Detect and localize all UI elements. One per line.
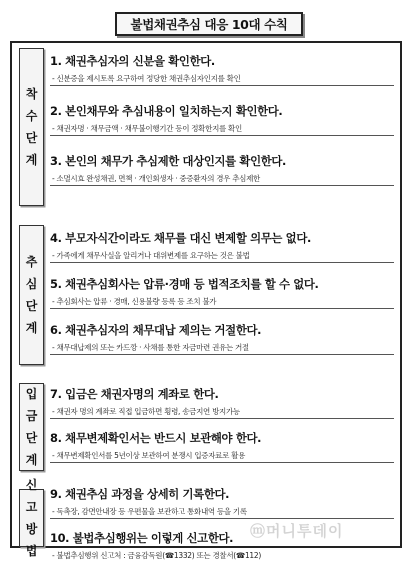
publisher-watermark: ⓜ머니투데이: [250, 522, 344, 540]
rule-list: [50, 487, 396, 560]
rule-item: [50, 229, 396, 263]
rule-heading: 6. 채권추심자의 채무대납 제의는 거절한다.: [50, 323, 262, 337]
section-collection: [12, 225, 400, 365]
rule-item: [50, 529, 396, 561]
rule-heading: 3. 본인의 채무가 추심제한 대상인지를 확인한다.: [50, 154, 287, 168]
rule-heading: 10. 불법추심행위는 이렇게 신고한다.: [50, 531, 234, 545]
stage-char: 계: [25, 153, 38, 167]
rule-item: [50, 485, 396, 519]
rule-note: - 불법추심행위 신고처 : 금융감독원(☎1332) 또는 경찰서(☎112): [52, 550, 396, 561]
page-title: [115, 12, 303, 36]
rule-list: [50, 48, 396, 206]
rule-item: [50, 385, 396, 419]
page-title-text: 불법채권추심 대응 10대 수칙: [130, 17, 288, 32]
rule-note: - 채무변제확인서를 5년이상 보관하여 분쟁시 입증자료로 활용: [52, 450, 396, 461]
stage-label: [19, 383, 44, 471]
stage-char: 단: [25, 131, 38, 145]
stage-char: 단: [25, 299, 38, 313]
divider: [50, 85, 394, 86]
rule-item: [50, 102, 396, 136]
divider: [50, 462, 394, 463]
rule-heading: 2. 본인채무와 추심내용이 일치하는지 확인한다.: [50, 104, 283, 118]
stage-label: [19, 478, 44, 558]
section-initiation: [12, 48, 400, 206]
stage-char: 계: [25, 321, 38, 335]
rule-heading: 4. 부모자식간이라도 채무를 대신 변제할 의무는 없다.: [50, 231, 311, 245]
stage-char: 방: [25, 522, 38, 536]
rule-note: - 채무대납제의 또는 카드깡 · 사채를 통한 자금마련 권유는 거절: [52, 342, 396, 353]
rule-heading: 8. 채무변제확인서는 반드시 보관해야 한다.: [50, 431, 262, 445]
stage-char: 단: [25, 431, 38, 445]
stage-char: 착: [25, 87, 38, 101]
rule-item: [50, 275, 396, 309]
stage-char: 입: [25, 387, 38, 401]
section-payment: [12, 383, 400, 471]
divider: [50, 135, 394, 136]
rule-note: - 가족에게 채무사실을 알리거나 대위변제를 요구하는 것은 불법: [52, 250, 396, 261]
divider: [50, 418, 394, 419]
stage-char: 신: [25, 478, 38, 492]
rule-heading: 5. 채권추심회사는 압류·경매 등 법적조치를 할 수 없다.: [50, 277, 319, 291]
divider: [50, 185, 394, 186]
stage-char: 심: [25, 277, 38, 291]
rule-item: [50, 321, 396, 355]
stage-char: 추: [25, 255, 38, 269]
stage-char: 수: [25, 109, 38, 123]
stage-label: [19, 225, 44, 365]
divider: [50, 308, 394, 309]
rule-note: - 채권자명 · 채무금액 · 채무불이행기간 등이 정확한지를 확인: [52, 123, 396, 134]
stage-char: 법: [25, 544, 38, 558]
rule-note: - 독촉장, 감면안내장 등 우편물을 보관하고 통화내역 등을 기록: [52, 506, 396, 517]
rule-list: [50, 225, 396, 365]
rule-item: [50, 52, 396, 86]
rule-note: - 추심회사는 압류 · 경매, 신용불량 등록 등 조치 불가: [52, 296, 396, 307]
divider: [50, 262, 394, 263]
stage-label: [19, 48, 44, 206]
divider: [50, 354, 394, 355]
section-reporting: [12, 478, 400, 560]
rule-heading: 1. 채권추심자의 신분을 확인한다.: [50, 54, 215, 68]
rule-list: [50, 383, 396, 471]
stage-char: 금: [25, 409, 38, 423]
divider: [50, 518, 394, 519]
guide-frame: [10, 41, 402, 560]
rule-heading: 7. 입금은 채권자명의 계좌로 한다.: [50, 387, 219, 401]
stage-char: 계: [25, 453, 38, 467]
rule-note: - 채권자 명의 계좌로 직접 입금하면 횡령, 송금지연 방지가능: [52, 406, 396, 417]
rule-item: [50, 152, 396, 186]
rule-note: - 소멸시효 완성채권, 면책 · 개인회생자 · 중증환자의 경우 추심제한: [52, 173, 396, 184]
rule-item: [50, 429, 396, 463]
rule-heading: 9. 채권추심 과정을 상세히 기록한다.: [50, 487, 230, 501]
rule-note: - 신분증을 제시토록 요구하여 정당한 채권추심자인지를 확인: [52, 73, 396, 84]
stage-char: 고: [25, 500, 38, 514]
